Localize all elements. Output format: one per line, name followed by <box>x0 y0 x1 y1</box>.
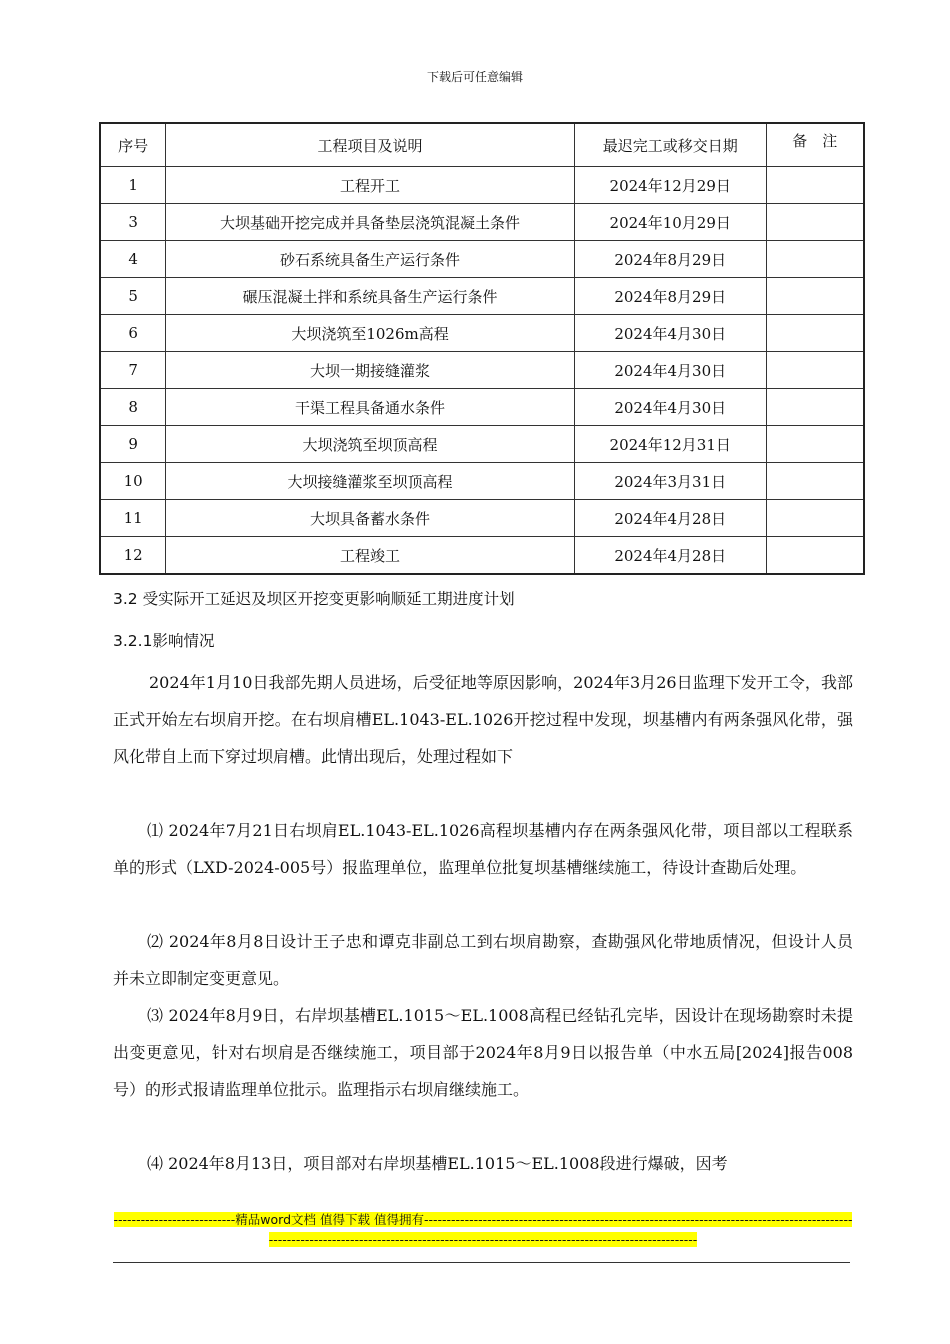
table-header-row <box>100 123 864 167</box>
cell-date: 2024年3月31日 <box>574 463 766 500</box>
cell-note <box>766 241 864 278</box>
cell-item: 大坝浇筑至1026m高程 <box>166 315 575 352</box>
cell-date: 2024年12月29日 <box>574 167 766 204</box>
cell-date: 2024年4月30日 <box>574 352 766 389</box>
cell-date: 2024年4月28日 <box>574 500 766 537</box>
cell-item: 大坝一期接缝灌浆 <box>166 352 575 389</box>
table-row <box>100 278 864 315</box>
list-item-1: ⑴ 2024年7月21日右坝肩EL.1043-EL.1026高程坝基槽内存在两条强风化带，项目部以工程联系单的形式（LXD-2024-005号）报监理单位，监理单位批复坝基槽继续施工，待设计查勘后处理。 <box>113 821 853 877</box>
section-heading-3-2: 3.2 受实际开工延迟及坝区开挖变更影响顺延工期进度计划 <box>113 590 515 608</box>
cell-note <box>766 278 864 315</box>
cell-no: 10 <box>100 463 166 500</box>
cell-no: 12 <box>100 537 166 575</box>
section-heading-3-2-1: 3.2.1影响情况 <box>113 632 215 650</box>
cell-no: 4 <box>100 241 166 278</box>
cell-note <box>766 537 864 575</box>
table-row <box>100 500 864 537</box>
list-item-3: ⑶ 2024年8月9日，右岸坝基槽EL.1015～EL.1008高程已经钻孔完毕，因设计在现场勘察时未提出变更意见，针对右坝肩是否继续施工，项目部于2024年8月9日以报告单（中水五局[2024]报告008号）的形式报请监理单位批示。监理指示右坝肩继续施工。 <box>113 1006 853 1099</box>
cell-no: 1 <box>100 167 166 204</box>
cell-no: 5 <box>100 278 166 315</box>
cell-item: 工程竣工 <box>166 537 575 575</box>
cell-item: 大坝浇筑至坝顶高程 <box>166 426 575 463</box>
footer-banner <box>113 1210 853 1250</box>
cell-no: 9 <box>100 426 166 463</box>
paragraph-intro: 2024年1月10日我部先期人员进场，后受征地等原因影响，2024年3月26日监理下发开工令，我部正式开始左右坝肩开挖。在右坝肩槽EL.1043-EL.1026开挖过程中发现，坝基槽内有两条强风化带，强风化带自上而下穿过坝肩槽。此情出现后，处理过程如下 <box>113 673 853 766</box>
cell-date: 2024年4月30日 <box>574 315 766 352</box>
table-row <box>100 315 864 352</box>
cell-note <box>766 426 864 463</box>
cell-date: 2024年12月31日 <box>574 426 766 463</box>
cell-item: 大坝具备蓄水条件 <box>166 500 575 537</box>
cell-no: 8 <box>100 389 166 426</box>
page-header: 下载后可任意编辑 <box>426 70 523 84</box>
cell-note <box>766 500 864 537</box>
table-row <box>100 167 864 204</box>
table-row <box>100 241 864 278</box>
cell-date: 2024年8月29日 <box>574 241 766 278</box>
cell-item: 砂石系统具备生产运行条件 <box>166 241 575 278</box>
table-row <box>100 389 864 426</box>
footer-rule <box>113 1262 850 1263</box>
cell-date: 2024年4月30日 <box>574 389 766 426</box>
cell-date: 2024年8月29日 <box>574 278 766 315</box>
cell-no: 11 <box>100 500 166 537</box>
col-header-date: 最迟完工或移交日期 <box>574 123 766 167</box>
cell-item: 大坝接缝灌浆至坝顶高程 <box>166 463 575 500</box>
table-row <box>100 463 864 500</box>
col-header-item: 工程项目及说明 <box>166 123 575 167</box>
table-row <box>100 537 864 575</box>
cell-note <box>766 463 864 500</box>
cell-note <box>766 315 864 352</box>
cell-item: 大坝基础开挖完成并具备垫层浇筑混凝土条件 <box>166 204 575 241</box>
cell-item: 干渠工程具备通水条件 <box>166 389 575 426</box>
cell-no: 3 <box>100 204 166 241</box>
cell-date: 2024年10月29日 <box>574 204 766 241</box>
table-row <box>100 352 864 389</box>
cell-note <box>766 167 864 204</box>
cell-item: 碾压混凝土拌和系统具备生产运行条件 <box>166 278 575 315</box>
table-row <box>100 204 864 241</box>
col-header-no: 序号 <box>100 123 166 167</box>
cell-note <box>766 352 864 389</box>
schedule-table <box>99 122 865 575</box>
list-item-4: ⑷ 2024年8月13日，项目部对右岸坝基槽EL.1015～EL.1008段进行爆破，因考 <box>147 1154 728 1173</box>
cell-date: 2024年4月28日 <box>574 537 766 575</box>
footer-text: ---------------------------精品word文档 值得下载 值得拥有---------------------------------------------------------------------------------------------------------------------------------------------------------------------------------------------- <box>113 1212 853 1247</box>
table-row <box>100 426 864 463</box>
cell-no: 7 <box>100 352 166 389</box>
list-item-2: ⑵ 2024年8月8日设计王子忠和谭克非副总工到右坝肩勘察，查勘强风化带地质情况，但设计人员并未立即制定变更意见。 <box>113 932 853 988</box>
cell-note <box>766 204 864 241</box>
col-header-note: 备 注 <box>766 123 864 167</box>
cell-no: 6 <box>100 315 166 352</box>
cell-note <box>766 389 864 426</box>
cell-item: 工程开工 <box>166 167 575 204</box>
